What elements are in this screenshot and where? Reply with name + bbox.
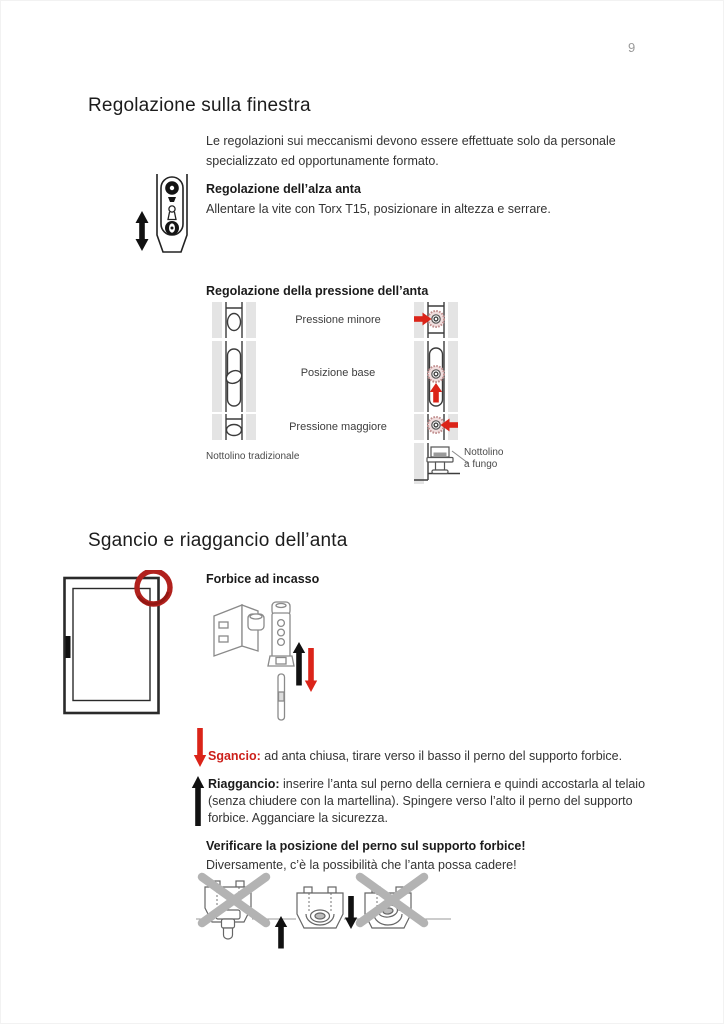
pressure-label-base: Posizione base [300, 367, 376, 379]
hinge-diagram [208, 596, 328, 730]
warning-text: Diversamente, c’è la possibilità che l’anta possa cadere! [206, 858, 517, 872]
sgancio-text: ad anta chiusa, tirare verso il basso il perno del supporto forbice. [260, 749, 623, 763]
riaggancio-paragraph: Riaggancio: inserire l’anta sul perno della cerniera e quindi accostarla al telaio (senza chiudere con la martellina). Spingere verso l’alto il perno del supporto forbice. Agganciare la sicurezza. [208, 777, 646, 825]
pressure-label-minore: Pressione minore [295, 314, 381, 326]
pin-position-diagram [196, 872, 451, 957]
pressure-label-maggiore: Pressione maggiore [289, 421, 387, 433]
down-arrow-icon [305, 648, 317, 692]
window-handle-icon [66, 636, 71, 658]
riaggancio-up-arrow-icon [191, 775, 205, 827]
support-pin-correct [297, 887, 343, 928]
intro-paragraph [206, 131, 616, 171]
up-arrow-icon [293, 642, 305, 686]
alza-anta-instruction: Allentare la vite con Torx T15, posizionare in altezza e serrare. [206, 202, 551, 216]
caption-nottolino-tradizionale: Nottolino tradizionale [206, 451, 300, 462]
sgancio-line [208, 748, 668, 765]
sgancio-down-arrow-icon [193, 728, 207, 768]
subheading-forbice: Forbice ad incasso [206, 572, 320, 586]
section-title-regolazione: Regolazione sulla finestra [88, 95, 311, 116]
down-arrow-icon [345, 896, 357, 929]
sgancio-label: Sgancio: [208, 749, 261, 763]
alza-anta-hardware-icon [132, 173, 192, 257]
rail-tradizionale-diagram [212, 302, 256, 442]
adjuster-screw-icon [428, 311, 444, 433]
subheading-alza-anta: Regolazione dell’alza anta [206, 182, 361, 196]
intro-line-1: Le regolazioni sui meccanismi devono essere effettuate solo da personale [206, 134, 616, 148]
subheading-pressione: Regolazione della pressione dell’anta [206, 284, 429, 298]
mushroom-cam-icon [427, 447, 453, 474]
page-number: 9 [628, 40, 636, 55]
double-vertical-arrow-icon [136, 211, 149, 251]
section-title-sgancio: Sgancio e riaggancio dell’anta [88, 530, 348, 551]
warning-heading: Verificare la posizione del perno sul supporto forbice! [206, 839, 526, 853]
up-arrow-icon [275, 916, 287, 949]
caption-nottolino-fungo: Nottolino a fungo [464, 447, 504, 470]
window-diagram [60, 570, 178, 722]
riaggancio-label: Riaggancio: [208, 777, 280, 791]
intro-line-2: specializzato ed opportunamente formato. [206, 154, 439, 168]
